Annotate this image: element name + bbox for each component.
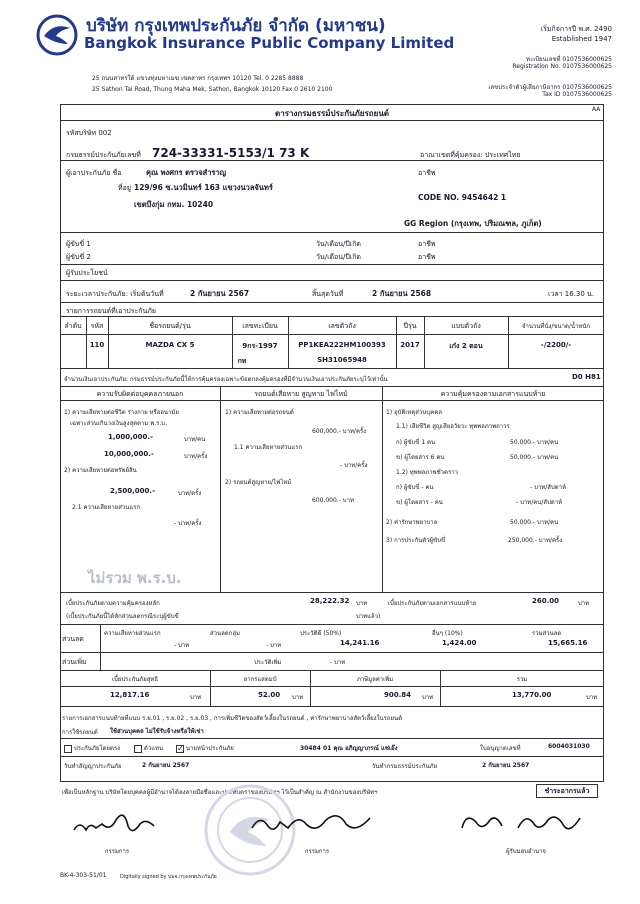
branch-code: 002 — [98, 129, 112, 137]
occupation-label: อาชีพ — [418, 169, 436, 177]
vh-chassis: เลขตัวถัง — [328, 322, 356, 330]
vh-seats: จำนวนที่นั่ง/ขนาด/น้ำหนัก — [521, 323, 591, 330]
address-en: 25 Sathon Tai Road, Thung Maha Mek, Sathon, Bangkok 10120 Fax 0 2610 2100 — [92, 86, 333, 93]
registration-en: Registration No. 0107536000625 — [512, 63, 612, 70]
vehicle-province: กท — [237, 357, 247, 365]
property-damage: 2,500,000.- — [110, 487, 155, 495]
driver-2-dob: วัน/เดือน/ปีเกิด — [316, 253, 361, 261]
broker-option: ✓ นายหน้าประกันภัย — [177, 743, 234, 753]
vh-model: ชื่อรถยนต์/รุ่น — [149, 322, 191, 330]
driver-1-dob: วัน/เดือน/ปีเกิด — [316, 240, 361, 248]
form-code: BK-4-303-51/01 — [60, 872, 107, 879]
broker-name: 30484 01 คุณ อภิญญาภรณ์ แซ่เอ๊ง — [300, 745, 398, 752]
net-premium: 12,817.16 — [110, 691, 150, 699]
exclusion-stamp: ไม่รวม พ.ร.บ. — [88, 569, 182, 587]
company-thai-name: บริษัท กรุงเทพประกันภัย จำกัด (มหาชน) — [86, 16, 386, 36]
insured-address-2: เขตบึงกุ่ม กทม. 10240 — [134, 200, 214, 209]
driver-1-occupation: อาชีพ — [418, 240, 436, 248]
director-signature-2-icon — [246, 804, 376, 840]
total-premium: 13,770.00 — [512, 691, 552, 699]
issue-date: 2 กันยายน 2567 — [482, 762, 530, 769]
license-no: 6004031030 — [548, 743, 590, 750]
footer-statement: เพื่อเป็นหลักฐาน บริษัทโดยบุคคลผู้มีอำนาจได้ลงลายมือชื่อและประทับตราของบริษัทฯ ไว้เป็นสำคัญ ณ สำนักงานของบริษัทฯ — [62, 789, 378, 796]
authorized-signature-icon — [456, 802, 586, 842]
bi-per-accident: 10,000,000.- — [104, 450, 154, 458]
founded-en: Established 1947 — [551, 35, 612, 43]
code-no: CODE NO. 9454642 1 — [418, 193, 507, 202]
vh-seq: ลำดับ — [64, 322, 82, 330]
beneficiary: ผู้รับประโยชน์ — [66, 269, 108, 277]
stamp-duty: 52.00 — [258, 691, 281, 699]
vehicle-plate: 9กร-1997 — [242, 342, 278, 350]
vh-year: ปีรุ่น — [403, 322, 417, 330]
direct-option: ประกันภัยโดยตรง — [64, 743, 120, 753]
company-english-name: Bangkok Insurance Public Company Limited — [84, 34, 455, 52]
authorized-label: ผู้รับมอบอำนาจ — [506, 848, 546, 855]
main-premium: 28,222.32 — [310, 597, 350, 605]
driver-2: ผู้ขับขี่ 2 — [66, 253, 91, 261]
vehicle-body: เก๋ง 2 ตอน — [449, 342, 483, 350]
address-th: 25 ถนนสาทรใต้ แขวงทุ่งมหาเมฆ เขตสาทร กรุงเทพฯ 10120 Tel. 0 2285 8888 — [92, 75, 304, 82]
endorsements: รายการเอกสารแนบท้ายที่แนบ ร.ย.01 , ร.ย.02 , ร.ย.03 , การเพิ่มชีวิตของสัตว์เลี้ยงในรถยนต์ , ค่ารักษาพยาบาลสัตว์เลี้ยงในรถยนต์ — [62, 715, 402, 722]
usage-value: ใช้ส่วนบุคคล ไม่ใช้รับจ้างหรือให้เช่า — [110, 728, 204, 735]
vat: 900.84 — [384, 691, 412, 699]
direct-checkbox — [64, 745, 72, 753]
theft-fire: 600,000.- บาท — [312, 497, 354, 504]
driver-2-occupation: อาชีพ — [418, 253, 436, 261]
vehicle-year: 2017 — [400, 341, 420, 349]
director-signature-1-icon — [70, 802, 160, 842]
registration-th: ทะเบียนเลขที่ 0107536000625 — [526, 56, 612, 63]
endorse-premium: 260.00 — [532, 597, 560, 605]
col2-header: รถยนต์เสียหาย สูญหาย ไฟไหม้ — [254, 390, 348, 398]
end-date: 2 กันยายน 2568 — [372, 289, 432, 298]
stamp-duty-paid: ชำระอากรแล้ว — [536, 784, 598, 798]
end-label: สิ้นสุดวันที่ — [312, 290, 344, 298]
founded-th: เริ่มกิจการปี พ.ศ. 2490 — [540, 25, 612, 33]
vehicle-section-title: รายการรถยนต์ที่เอาประกันภัย — [66, 307, 156, 315]
col1-header: ความรับผิดต่อบุคคลภายนอก — [96, 390, 184, 398]
start-date: 2 กันยายน 2567 — [190, 289, 250, 298]
branch-label: รหัสบริษัท 002 — [66, 129, 112, 137]
vh-body: แบบตัวถัง — [451, 322, 481, 330]
vehicle-model: MAZDA CX 5 — [145, 341, 195, 349]
time: เวลา 16.30 น. — [548, 290, 595, 298]
good-record-discount: 14,241.16 — [340, 639, 380, 647]
vehicle-seats: -/2200/- — [540, 341, 572, 349]
vehicle-engine: SH31065948 — [317, 356, 367, 364]
total-discount: 15,665.16 — [548, 639, 588, 647]
sum-insured-note: จำนวนเงินเอาประกันภัย: กรมธรรม์ประกันภัยนี้ให้การคุ้มครองเฉพาะข้อตกลงคุ้มครองที่มีจำนวนเงินเอาประกันภัยระบุไว้เท่านั้น — [64, 376, 388, 383]
company-logo-icon — [34, 14, 80, 56]
vh-plate: เลขทะเบียน — [242, 322, 278, 330]
own-damage: 600,000.- บาท/ครั้ง — [312, 428, 367, 435]
director-label-2: กรรมการ — [304, 848, 330, 855]
broker-checkmark-icon: ✓ — [177, 743, 184, 753]
director-label-1: กรรมการ — [104, 848, 130, 855]
vehicle-code: 110 — [89, 341, 105, 349]
insured-name: คุณ พงศกร ตรวจสำราญ — [146, 168, 227, 177]
address-label: ที่อยู่ — [118, 184, 131, 192]
region: GG Region (กรุงเทพ, ปริมณฑล, ภูเก็ต) — [404, 219, 542, 228]
tax-id-th: เลขประจำตัวผู้เสียภาษีอากร 0107536000625 — [488, 84, 612, 91]
insured-label: ผู้เอาประกันภัย ชื่อ — [66, 169, 122, 177]
contract-date: 2 กันยายน 2567 — [142, 762, 190, 769]
agent-checkbox — [134, 745, 142, 753]
bi-per-person: 1,000,000.- — [108, 433, 153, 441]
tax-id-en: Tax ID 0107536000625 — [542, 91, 612, 98]
period-label: ระยะเวลาประกันภัย: เริ่มต้นวันที่ — [66, 290, 164, 298]
other-discount: 1,424.00 — [442, 639, 477, 647]
policy-number: 724-33331-5153/1 73 K — [152, 146, 310, 160]
vh-code: รหัส — [90, 322, 104, 330]
digital-signature-note: Digitally signed by บมจ.กรุงเทพประกันภัย — [120, 874, 217, 880]
sum-code: D0 H81 — [572, 373, 601, 381]
col3-header: ความคุ้มครองตามเอกสารแนบท้าย — [440, 390, 546, 398]
vehicle-chassis: PP1KEA222HM100393 — [298, 341, 386, 349]
driver-1: ผู้ขับขี่ 1 — [66, 240, 91, 248]
agent-option: ตัวแทน — [134, 743, 163, 753]
coverage-area: อาณาเขตที่คุ้มครอง: ประเทศไทย — [420, 151, 521, 159]
schedule-title: ตารางกรมธรรม์ประกันภัยรถยนต์ — [275, 109, 389, 118]
policy-label: กรมธรรม์ประกันภัยเลขที่ — [66, 151, 141, 159]
insured-address-1: 129/96 ซ.นวมินทร์ 163 แขวงนวลจันทร์ — [134, 183, 273, 192]
form-aa: AA — [592, 106, 601, 113]
